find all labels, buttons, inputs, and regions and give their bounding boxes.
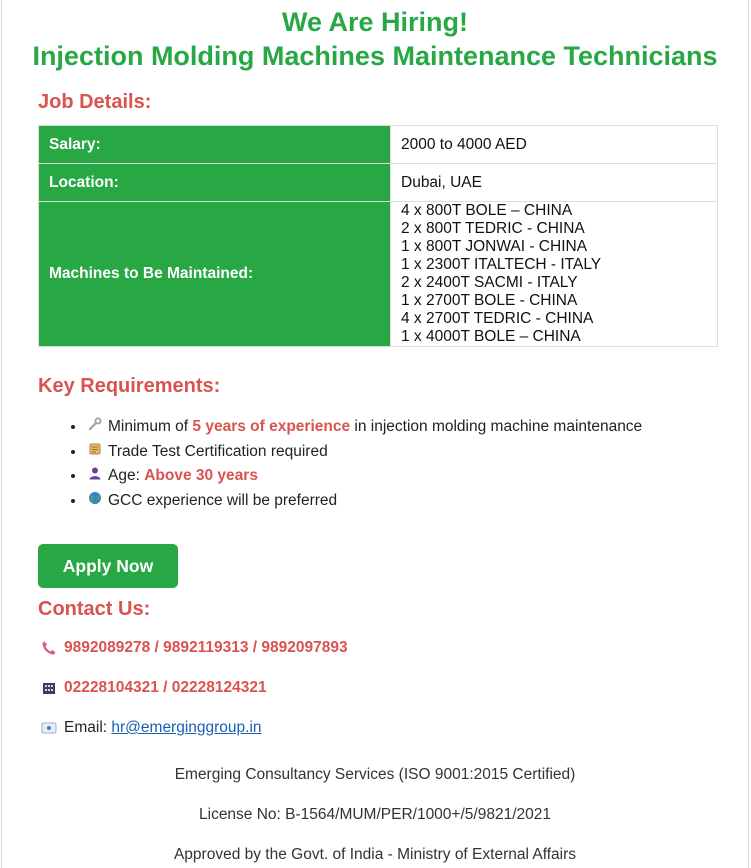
gcc-text: GCC experience will be preferred [108,491,338,509]
person-icon [86,464,104,489]
machine-item: 4 x 800T BOLE – CHINA [401,202,573,219]
salary-label: Salary: [39,126,391,164]
page-title: We Are Hiring! [281,7,469,37]
apply-now-button[interactable]: Apply Now [38,544,178,588]
job-title: Injection Molding Machines Maintenance Technicians [32,41,718,71]
machine-item: 1 x 800T JONWAI - CHINA [401,238,588,255]
list-item [86,440,642,465]
government-approval: Approved by the Govt. of India - Ministry of External Affairs [173,846,577,863]
machine-item: 2 x 800T TEDRIC - CHINA [401,220,585,237]
salary-row [39,126,718,164]
list-item: • Age: Above 30 years [86,464,642,489]
landline-numbers[interactable]: 02228104321 / 02228124321 [64,679,267,696]
machine-item: 1 x 2300T ITALTECH - ITALY [401,256,602,273]
experience-highlight: 5 years of experience [192,418,351,435]
job-details-table [38,125,718,347]
machine-item: 1 x 2700T BOLE - CHINA [401,292,578,309]
requirements-heading: Key Requirements: [38,375,221,397]
list-item: • Minimum of 5 years of experience in injection molding machine maintenance [86,415,642,440]
machine-item: 4 x 2700T TEDRIC - CHINA [401,310,594,327]
requirements-list [66,415,642,513]
salary-value: 2000 to 4000 AED [391,126,718,164]
scroll-icon [86,440,104,465]
office-building-icon [40,680,58,696]
mobile-numbers[interactable]: 9892089278 / 9892119313 / 9892097893 [64,639,348,656]
mobile-contact [40,639,348,657]
machines-row [39,202,718,347]
job-details-heading: Job Details: [38,91,152,113]
trade-test-text: Trade Test Certification required [108,442,328,460]
machines-list [391,202,718,347]
company-name: Emerging Consultancy Services (ISO 9001:2015 Certified) [174,766,576,783]
contact-heading: Contact Us: [38,598,151,620]
email-link[interactable]: hr@emerginggroup.in [111,719,262,736]
location-label: Location: [39,164,391,202]
location-value: Dubai, UAE [391,164,718,202]
email-contact [40,719,262,737]
age-highlight: Above 30 years [144,467,258,484]
location-row [39,164,718,202]
license-number: License No: B-1564/MUM/PER/1000+/5/9821/2021 [199,806,551,823]
machines-label: Machines to Be Maintained: [39,202,391,347]
wrench-icon [86,415,104,440]
email-icon [40,720,58,736]
job-posting-card [1,0,749,868]
machine-item: 1 x 4000T BOLE – CHINA [401,328,581,345]
phone-icon [40,640,58,656]
email-label: Email: [64,719,108,736]
landline-contact [40,679,267,697]
globe-icon [86,489,104,514]
list-item [86,489,642,514]
machine-item: 2 x 2400T SACMI - ITALY [401,274,578,291]
